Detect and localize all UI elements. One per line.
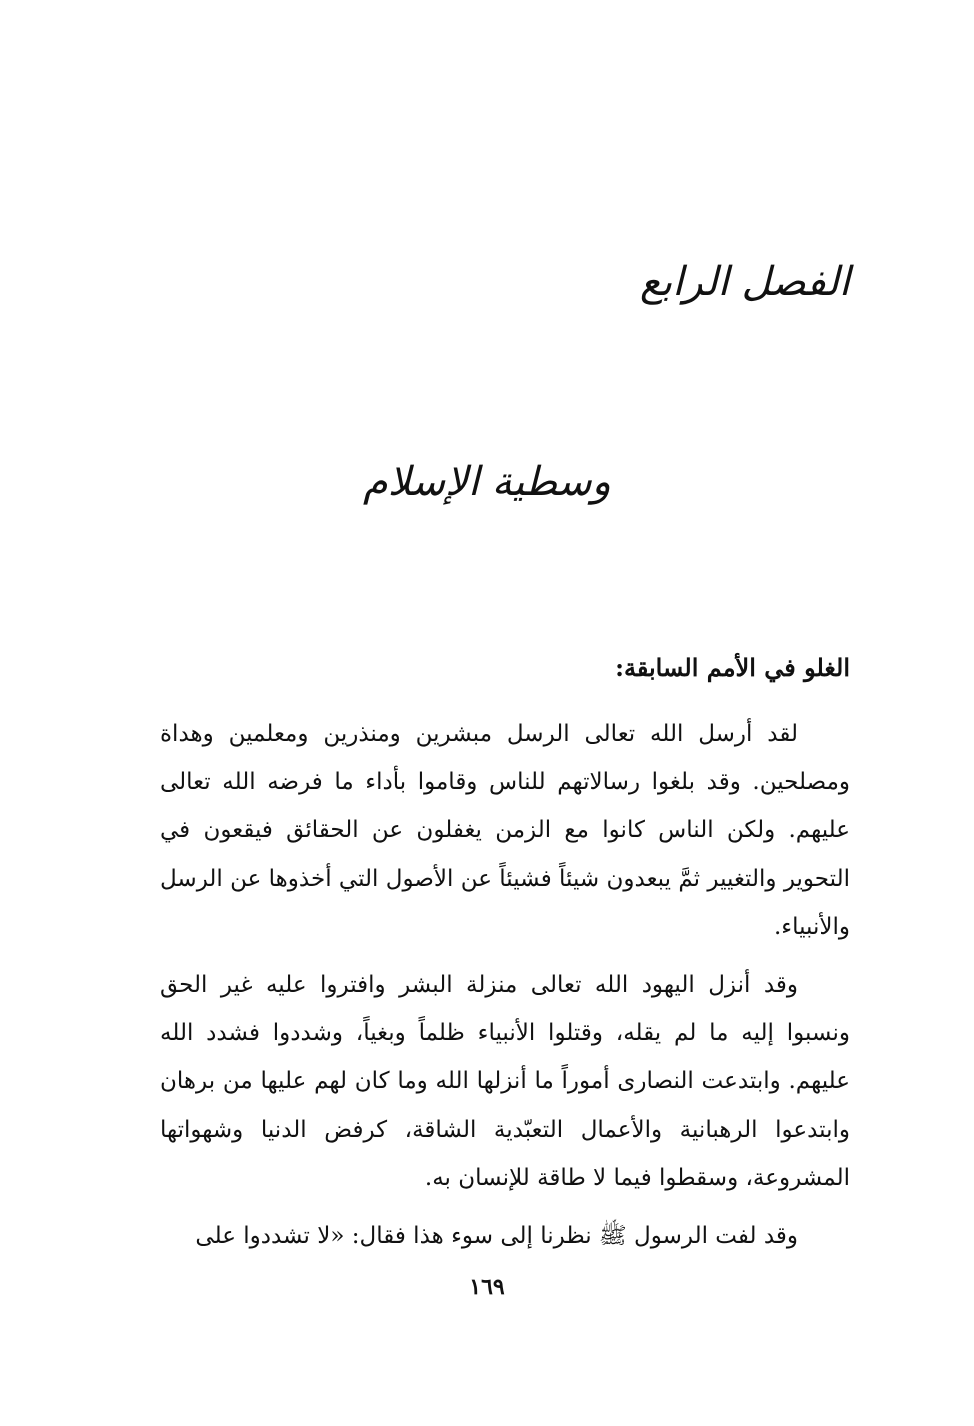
page-number: ١٦٩: [469, 1274, 505, 1300]
paragraph-1: لقد أرسل الله تعالى الرسل مبشرين ومنذرين ومعلمين وهداة ومصلحين. وقد بلغوا رسالاتهم للناس وقاموا بأداء ما فرضه الله تعالى عليهم. ولكن الناس كانوا مع الزمن يغفلون عن الحقائق فيقعون في التحوير والتغيير ثمَّ يبعدون شيئاً فشيئاً عن الأصول التي أخذوها عن الرسل والأنبياء.: [160, 721, 850, 940]
chapter-heading: الفصل الرابع: [639, 259, 850, 305]
paragraph-3: وقد لفت الرسول ﷺ نظرنا إلى سوء هذا فقال: «لا تشددوا على: [195, 1223, 798, 1250]
body-text: [160, 710, 850, 1270]
paragraph-2: وقد أنزل اليهود الله تعالى منزلة البشر وافتروا عليه غير الحق ونسبوا إليه ما لم يقله، وقتلوا الأنبياء ظلماً وبغياً، وشددوا فشدد الله عليهم. وابتدعت النصارى أموراً ما أنزلها الله وما كان لهم عليها من برهان وابتدعوا الرهبانية والأعمال التعبّدية الشاقة، كرفض الدنيا وشهواتها المشروعة، وسقطوا فيما لا طاقة للإنسان به.: [160, 972, 850, 1191]
chapter-title: وسطية الإسلام: [363, 459, 611, 505]
section-heading: الغلو في الأمم السابقة:: [615, 653, 850, 682]
